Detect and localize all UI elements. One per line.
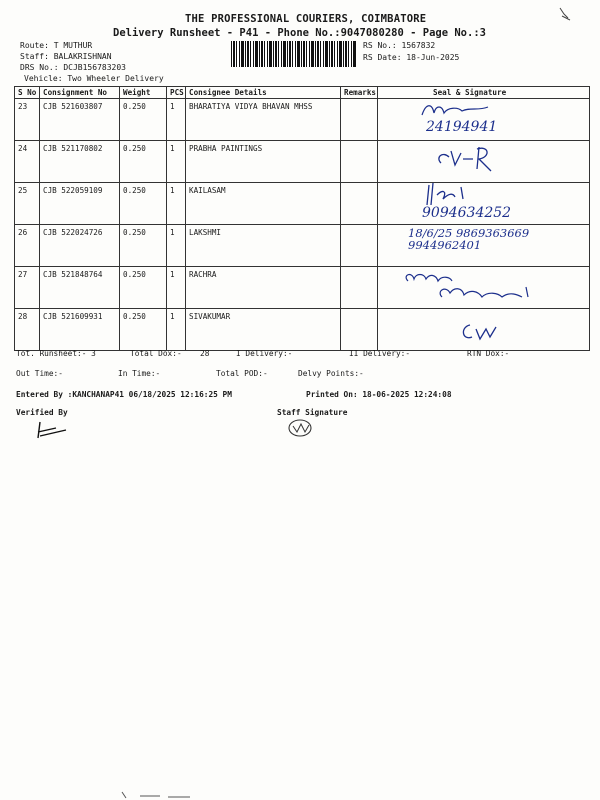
sno-cell: 23 bbox=[15, 99, 40, 141]
out-time: Out Time:- bbox=[16, 369, 63, 378]
pcs-cell: 1 bbox=[167, 141, 186, 183]
staff-signature-label: Staff Signature bbox=[277, 408, 348, 417]
handwritten-signature bbox=[423, 183, 513, 208]
table-row bbox=[15, 141, 590, 183]
handwritten-phone: 9094634252 bbox=[422, 205, 512, 221]
scan-mark bbox=[120, 790, 200, 800]
printed-on: Printed On: 18-06-2025 12:24:08 bbox=[306, 390, 452, 399]
consignment-cell: CJB 521609931 bbox=[40, 309, 120, 351]
remarks-cell bbox=[341, 183, 378, 225]
handwritten-note: 18/6/25 9869363669 9944962401 bbox=[408, 226, 530, 252]
remarks-cell bbox=[341, 309, 378, 351]
col-sno: S No bbox=[15, 87, 40, 99]
total-dox-label: Total Dox:- bbox=[130, 349, 182, 358]
company-title: THE PROFESSIONAL COURIERS, COIMBATORE bbox=[185, 13, 427, 25]
col-remarks: Remarks bbox=[341, 87, 378, 99]
col-weight: Weight bbox=[120, 87, 167, 99]
entered-by: Entered By :KANCHANAP41 06/18/2025 12:16:25 PM bbox=[16, 390, 232, 399]
consignee-cell: BHARATIYA VIDYA BHAVAN MHSS bbox=[186, 99, 341, 141]
i-delivery: I Delivery:- bbox=[236, 349, 293, 358]
handwritten-phone: 24194941 bbox=[426, 119, 498, 135]
consignee-cell: LAKSHMI bbox=[186, 225, 341, 267]
table-row bbox=[15, 309, 590, 351]
col-pcs: PCS bbox=[167, 87, 186, 99]
sno-cell: 26 bbox=[15, 225, 40, 267]
signature-cell bbox=[378, 225, 590, 267]
scan-mark bbox=[556, 6, 576, 22]
handwritten-signature bbox=[433, 143, 523, 177]
signature-cell bbox=[378, 183, 590, 225]
consignment-cell: CJB 522024726 bbox=[40, 225, 120, 267]
consignment-cell: CJB 521848764 bbox=[40, 267, 120, 309]
weight-cell: 0.250 bbox=[120, 225, 167, 267]
consignee-cell: PRABHA PAINTINGS bbox=[186, 141, 341, 183]
signature-cell bbox=[378, 99, 590, 141]
verified-by: Verified By bbox=[16, 408, 68, 417]
total-pod: Total POD:- bbox=[216, 369, 268, 378]
weight-cell: 0.250 bbox=[120, 183, 167, 225]
rs-date: RS Date: 18-Jun-2025 bbox=[363, 53, 460, 62]
consignee-cell: RACHRA bbox=[186, 267, 341, 309]
weight-cell: 0.250 bbox=[120, 309, 167, 351]
signature-cell bbox=[378, 267, 590, 309]
rtn-dox: RTN Dox:- bbox=[467, 349, 510, 358]
rs-number: RS No.: 1567832 bbox=[363, 41, 436, 50]
pcs-cell: 1 bbox=[167, 267, 186, 309]
weight-cell: 0.250 bbox=[120, 99, 167, 141]
table-row bbox=[15, 225, 590, 267]
delvy-points: Delvy Points:- bbox=[298, 369, 364, 378]
drs-label: DRS No.: DCJB156783203 bbox=[20, 63, 126, 72]
table-row bbox=[15, 99, 590, 141]
col-consignment: Consignment No bbox=[40, 87, 120, 99]
handwritten-signature bbox=[458, 319, 518, 343]
verifier-signature bbox=[34, 420, 74, 440]
remarks-cell bbox=[341, 99, 378, 141]
in-time: In Time:- bbox=[118, 369, 161, 378]
pcs-cell: 1 bbox=[167, 309, 186, 351]
signature-cell bbox=[378, 141, 590, 183]
runsheet-table bbox=[14, 86, 590, 351]
runsheet-subtitle: Delivery Runsheet - P41 - Phone No.:9047080280 - Page No.:3 bbox=[113, 27, 486, 39]
consignment-cell: CJB 521603807 bbox=[40, 99, 120, 141]
barcode bbox=[231, 41, 356, 67]
staff-label: Staff: BALAKRISHNAN bbox=[20, 52, 112, 61]
remarks-cell bbox=[341, 141, 378, 183]
remarks-cell bbox=[341, 267, 378, 309]
pcs-cell: 1 bbox=[167, 225, 186, 267]
table-header-row bbox=[15, 87, 590, 99]
sno-cell: 28 bbox=[15, 309, 40, 351]
ii-delivery: II Delivery:- bbox=[349, 349, 411, 358]
weight-cell: 0.250 bbox=[120, 267, 167, 309]
handwritten-tamil-script bbox=[398, 269, 568, 305]
weight-cell: 0.250 bbox=[120, 141, 167, 183]
consignee-cell: SIVAKUMAR bbox=[186, 309, 341, 351]
handwritten-signature bbox=[418, 101, 508, 121]
consignment-cell: CJB 521170802 bbox=[40, 141, 120, 183]
remarks-cell bbox=[341, 225, 378, 267]
signature-cell bbox=[378, 309, 590, 351]
vehicle-label: Vehicle: Two Wheeler Delivery bbox=[24, 74, 164, 83]
total-dox-value: 28 bbox=[200, 349, 210, 358]
sno-cell: 24 bbox=[15, 141, 40, 183]
sno-cell: 27 bbox=[15, 267, 40, 309]
consignment-cell: CJB 522059109 bbox=[40, 183, 120, 225]
pcs-cell: 1 bbox=[167, 99, 186, 141]
col-consignee: Consignee Details bbox=[186, 87, 341, 99]
consignee-cell: KAILASAM bbox=[186, 183, 341, 225]
table-row bbox=[15, 183, 590, 225]
sno-cell: 25 bbox=[15, 183, 40, 225]
pcs-cell: 1 bbox=[167, 183, 186, 225]
col-signature: Seal & Signature bbox=[378, 87, 590, 99]
tot-runsheet: Tot. Runsheet:- 3 bbox=[16, 349, 96, 358]
table-row bbox=[15, 267, 590, 309]
route-label: Route: T MUTHUR bbox=[20, 41, 93, 50]
staff-signature-mark bbox=[285, 416, 315, 440]
